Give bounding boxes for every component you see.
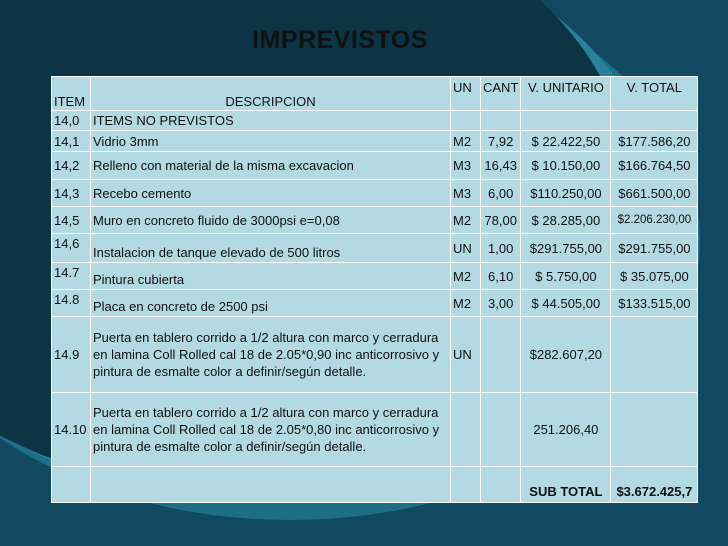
cell-un (451, 111, 481, 131)
cell-empty (481, 467, 521, 503)
budget-table (51, 76, 698, 503)
cell-vt: $2.206.230,00 (611, 207, 698, 234)
subtotal-label: SUB TOTAL (521, 467, 611, 503)
cell-item: 14,5 (52, 207, 91, 234)
cell-item: 14.7 (52, 263, 91, 290)
table-row (52, 234, 698, 263)
cell-un: UN (451, 317, 481, 393)
cell-un: M2 (451, 290, 481, 317)
cell-vt: $177.586,20 (611, 131, 698, 152)
header-v-unitario: V. UNITARIO (521, 77, 611, 111)
table-row (52, 131, 698, 152)
header-cant: CANT (481, 77, 521, 111)
subtotal-row (52, 467, 698, 503)
cell-cant: 6,10 (481, 263, 521, 290)
cell-vu: 251.206,40 (521, 393, 611, 467)
cell-vu: $ 44.505,00 (521, 290, 611, 317)
table-row (52, 207, 698, 234)
header-v-total: V. TOTAL (611, 77, 698, 111)
cell-cant: 6,00 (481, 180, 521, 207)
cell-cant (481, 317, 521, 393)
cell-vu: $ 28.285,00 (521, 207, 611, 234)
table-row (52, 180, 698, 207)
cell-un (451, 393, 481, 467)
cell-cant: 7,92 (481, 131, 521, 152)
cell-un: M3 (451, 180, 481, 207)
cell-cant: 16,43 (481, 152, 521, 180)
cell-item: 14.10 (52, 393, 91, 467)
cell-un: M2 (451, 207, 481, 234)
cell-vu (521, 111, 611, 131)
cell-desc: Relleno con material de la misma excavacion (91, 152, 451, 180)
cell-vt: $ 35.075,00 (611, 263, 698, 290)
cell-desc: Pintura cubierta (91, 263, 451, 290)
cell-vu: $ 10.150,00 (521, 152, 611, 180)
cell-empty (52, 467, 91, 503)
slide-title: IMPREVISTOS (252, 26, 428, 54)
cell-un: UN (451, 234, 481, 263)
cell-cant (481, 111, 521, 131)
table-row (52, 317, 698, 393)
cell-un: M3 (451, 152, 481, 180)
cell-item: 14,3 (52, 180, 91, 207)
cell-un: M2 (451, 263, 481, 290)
cell-vt: $166.764,50 (611, 152, 698, 180)
cell-item: 14.8 (52, 290, 91, 317)
header-descripcion: DESCRIPCION (91, 77, 451, 111)
cell-desc: Instalacion de tanque elevado de 500 litros (91, 234, 451, 263)
cell-vt: $661.500,00 (611, 180, 698, 207)
cell-vu: $ 5.750,00 (521, 263, 611, 290)
table-row (52, 263, 698, 290)
cell-cant: 78,00 (481, 207, 521, 234)
cell-vu: $291.755,00 (521, 234, 611, 263)
table-row (52, 111, 698, 131)
cell-un: M2 (451, 131, 481, 152)
cell-desc: Recebo cemento (91, 180, 451, 207)
cell-empty (91, 467, 451, 503)
subtotal-value: $3.672.425,7 (611, 467, 698, 503)
cell-empty (451, 467, 481, 503)
table-row (52, 290, 698, 317)
cell-cant: 3,00 (481, 290, 521, 317)
cell-desc: Vidrio 3mm (91, 131, 451, 152)
cell-vt (611, 317, 698, 393)
cell-item: 14,2 (52, 152, 91, 180)
header-item: ITEM (52, 77, 91, 111)
cell-desc: Puerta en tablero corrido a 1/2 altura con marco y cerradura en lamina Coll Rolled cal 18 de 2.05*0,90 inc anticorrosivo y pintura de esmalte color a definir/según detalle. (91, 317, 451, 393)
table-row (52, 393, 698, 467)
cell-vt: $291.755,00 (611, 234, 698, 263)
header-un: UN (451, 77, 481, 111)
cell-cant (481, 393, 521, 467)
cell-vu: $ 22.422,50 (521, 131, 611, 152)
cell-vu: $110.250,00 (521, 180, 611, 207)
cell-vt: $133.515,00 (611, 290, 698, 317)
cell-vu: $282.607,20 (521, 317, 611, 393)
table-header-row (52, 77, 698, 111)
cell-desc: Placa en concreto de 2500 psi (91, 290, 451, 317)
cell-desc: ITEMS NO PREVISTOS (91, 111, 451, 131)
cell-item: 14,1 (52, 131, 91, 152)
cell-desc: Puerta en tablero corrido a 1/2 altura con marco y cerradura en lamina Coll Rolled cal 18 de 2.05*0,80 inc anticorrosivo y pintura de esmalte color a definir/según detalle. (91, 393, 451, 467)
cell-vt (611, 393, 698, 467)
cell-desc: Muro en concreto fluido de 3000psi e=0,08 (91, 207, 451, 234)
cell-cant: 1,00 (481, 234, 521, 263)
cell-vt (611, 111, 698, 131)
table-row (52, 152, 698, 180)
cell-item: 14.9 (52, 317, 91, 393)
cell-item: 14,0 (52, 111, 91, 131)
cell-item: 14,6 (52, 234, 91, 263)
